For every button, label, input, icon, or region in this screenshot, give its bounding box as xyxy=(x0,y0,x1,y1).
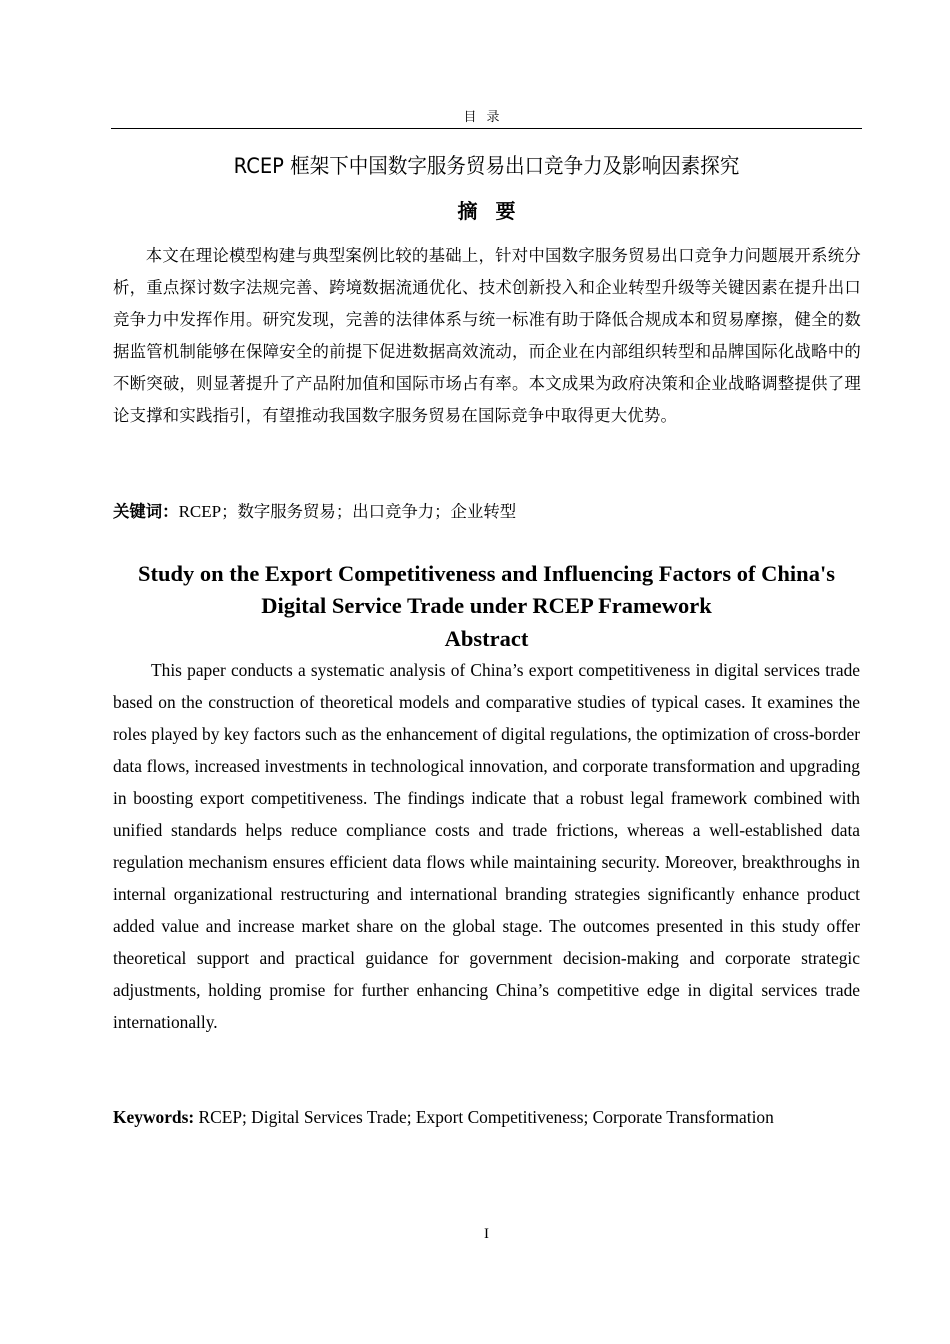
english-abstract-heading: Abstract xyxy=(444,626,529,651)
chinese-keywords-rest: ；数字服务贸易；出口竞争力；企业转型 xyxy=(221,502,517,521)
chinese-keywords xyxy=(113,497,516,527)
chinese-title: RCEP 框架下中国数字服务贸易出口竞争力及影响因素探究 xyxy=(233,154,740,178)
english-abstract-body: This paper conducts a systematic analysis of China’s export competitiveness in digital services trade based on the construction of theoretical models and comparative studies of typical cases. It examines the roles played by key factors such as the enhancement of digital regulations, the optimization of cross-border data flows, increased investments in technological innovation, and corporate transformation and upgrading in boosting export competitiveness. The findings indicate that a robust legal framework combined with unified standards helps reduce compliance costs and trade frictions, whereas a well-established data regulation mechanism ensures efficient data flows while maintaining security. Moreover, breakthroughs in internal organizational restructuring and international branding strategies significantly enhance product added value and increase market share on the global stage. The outcomes presented in this study offer theoretical support and practical guidance for government decision-making and corporate strategic adjustments, holding promise for further enhancing China’s competitive edge in digital services trade internationally. xyxy=(113,660,860,1032)
running-header: 目录 xyxy=(463,109,510,124)
chinese-abstract-body: 本文在理论模型构建与典型案例比较的基础上，针对中国数字服务贸易出口竞争力问题展开系统分析，重点探讨数字法规完善、跨境数据流通优化、技术创新投入和企业转型升级等关键因素在提升出口竞争力中发挥作用。研究发现，完善的法律体系与统一标准有助于降低合规成本和贸易摩擦，健全的数据监管机制能够在保障安全的前提下促进数据高效流动，而企业在内部组织转型和品牌国际化战略中的不断突破，则显著提升了产品附加值和国际市场占有率。本文成果为政府决策和企业战略调整提供了理论支撑和实践指引，有望推动我国数字服务贸易在国际竞争中取得更大优势。 xyxy=(113,246,861,425)
english-keywords-value: RCEP; Digital Services Trade; Export Competitiveness; Corporate Transformation xyxy=(194,1107,774,1127)
header-rule xyxy=(111,128,862,129)
page-number: I xyxy=(484,1226,489,1242)
english-title: Study on the Export Competitiveness and Influencing Factors of China's Digital Service Trade under RCEP Framework xyxy=(138,561,835,618)
english-keywords-label: Keywords: xyxy=(113,1107,195,1127)
chinese-keywords-first: RCEP xyxy=(178,502,222,521)
english-keywords xyxy=(113,1102,774,1132)
chinese-keywords-label: 关键词： xyxy=(113,502,179,521)
chinese-abstract-heading: 摘要 xyxy=(457,199,534,223)
